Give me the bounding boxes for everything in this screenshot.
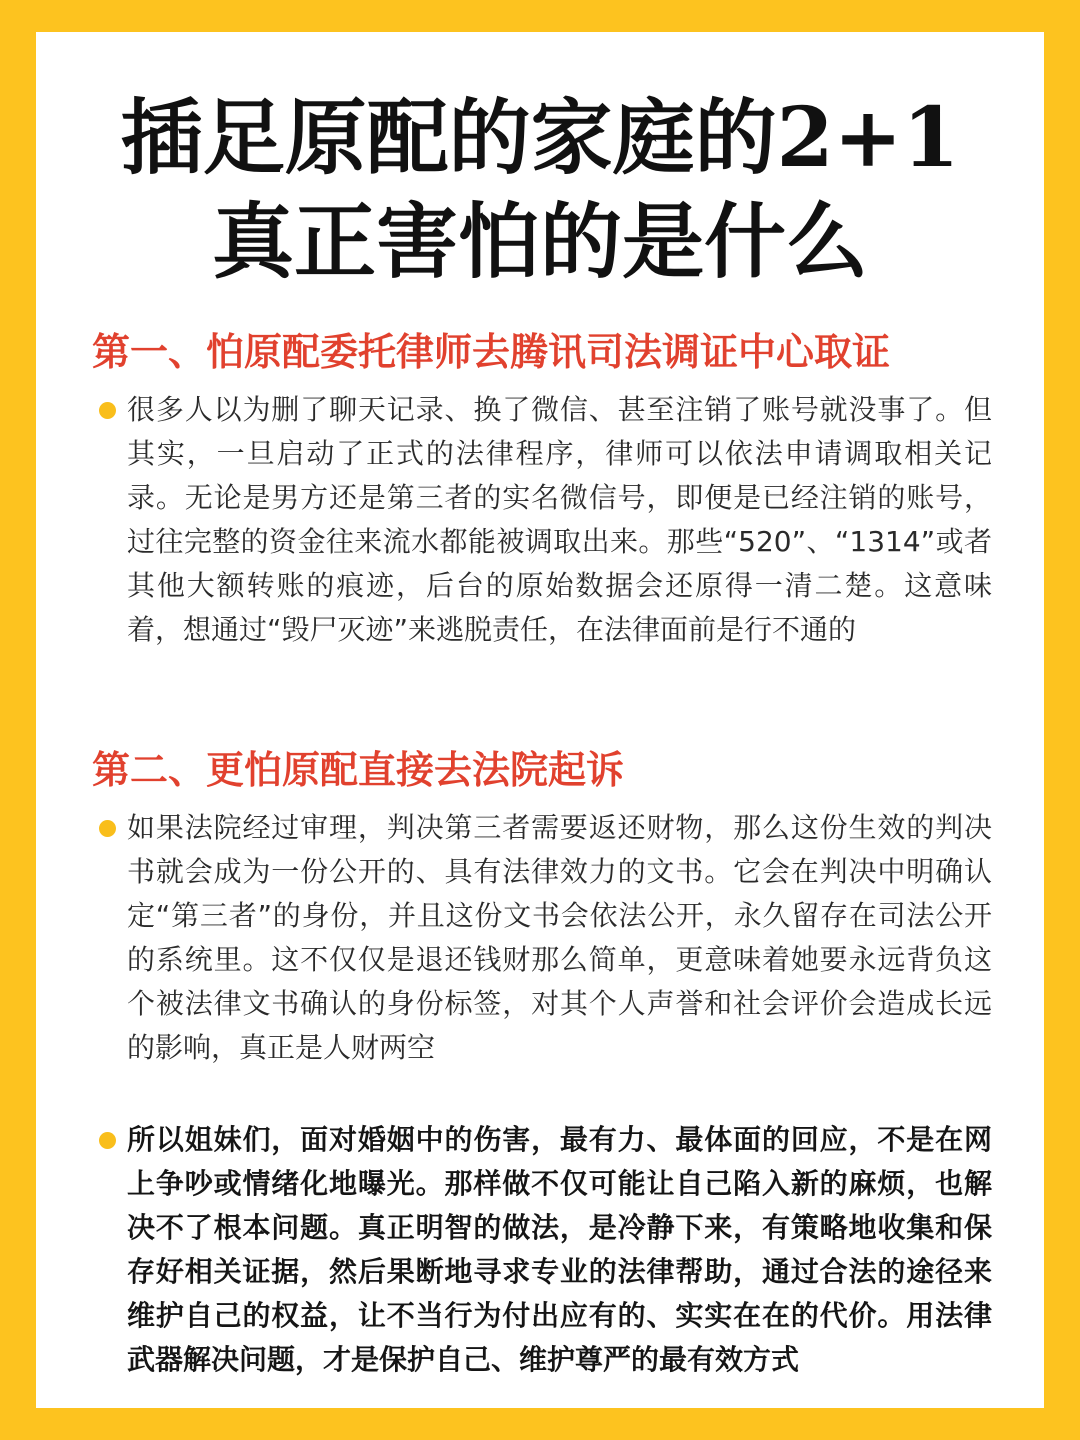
conclusion-paragraph: 所以姐妹们，面对婚姻中的伤害，最有力、最体面的回应，不是在网上争吵或情绪化地曝光。那样做不仅可能让自己陷入新的麻烦，也解决不了根本问题。真正明智的做法，是冷静下来，有策略地收集和保存好相关证据，然后果断地寻求专业的法律帮助，通过合法的途径来维护自己的权益，让不当行为付出应有的、实实在在的代价。用法律武器解决问题，才是保护自己、维护尊严的最有效方式	[127, 1123, 992, 1376]
bullet-dot-icon	[99, 820, 116, 837]
section-2-heading: 第二、更怕原配直接去法院起诉	[92, 747, 625, 792]
content-card	[36, 32, 1044, 1408]
title-line-2: 真正害怕的是什么	[211, 194, 868, 290]
section-1-heading: 第一、怕原配委托律师去腾讯司法调证中心取证	[92, 329, 891, 374]
bullet-dot-icon	[99, 402, 116, 419]
section-1-paragraph: 很多人以为删了聊天记录、换了微信、甚至注销了账号就没事了。但其实，一旦启动了正式的法律程序，律师可以依法申请调取相关记录。无论是男方还是第三者的实名微信号，即便是已经注销的账号，过往完整的资金往来流水都能被调取出来。那些“520”、“1314”或者其他大额转账的痕迹，后台的原始数据会还原得一清二楚。这意味着，想通过“毁尸灭迹”来逃脱责任，在法律面前是行不通的	[127, 393, 992, 646]
section-2-paragraph: 如果法院经过审理，判决第三者需要返还财物，那么这份生效的判决书就会成为一份公开的、具有法律效力的文书。它会在判决中明确认定“第三者”的身份，并且这份文书会依法公开，永久留存在司法公开的系统里。这不仅仅是退还钱财那么简单，更意味着她要永远背负这个被法律文书确认的身份标签，对其个人声誉和社会评价会造成长远的影响，真正是人财两空	[127, 811, 992, 1064]
conclusion-bullet	[92, 1118, 992, 1382]
title-line-1: 插足原配的家庭的2+1	[120, 90, 960, 186]
section-1-bullet	[92, 388, 992, 652]
section-2-bullet	[92, 806, 992, 1070]
page-title	[36, 86, 1044, 294]
bullet-dot-icon	[99, 1132, 116, 1149]
